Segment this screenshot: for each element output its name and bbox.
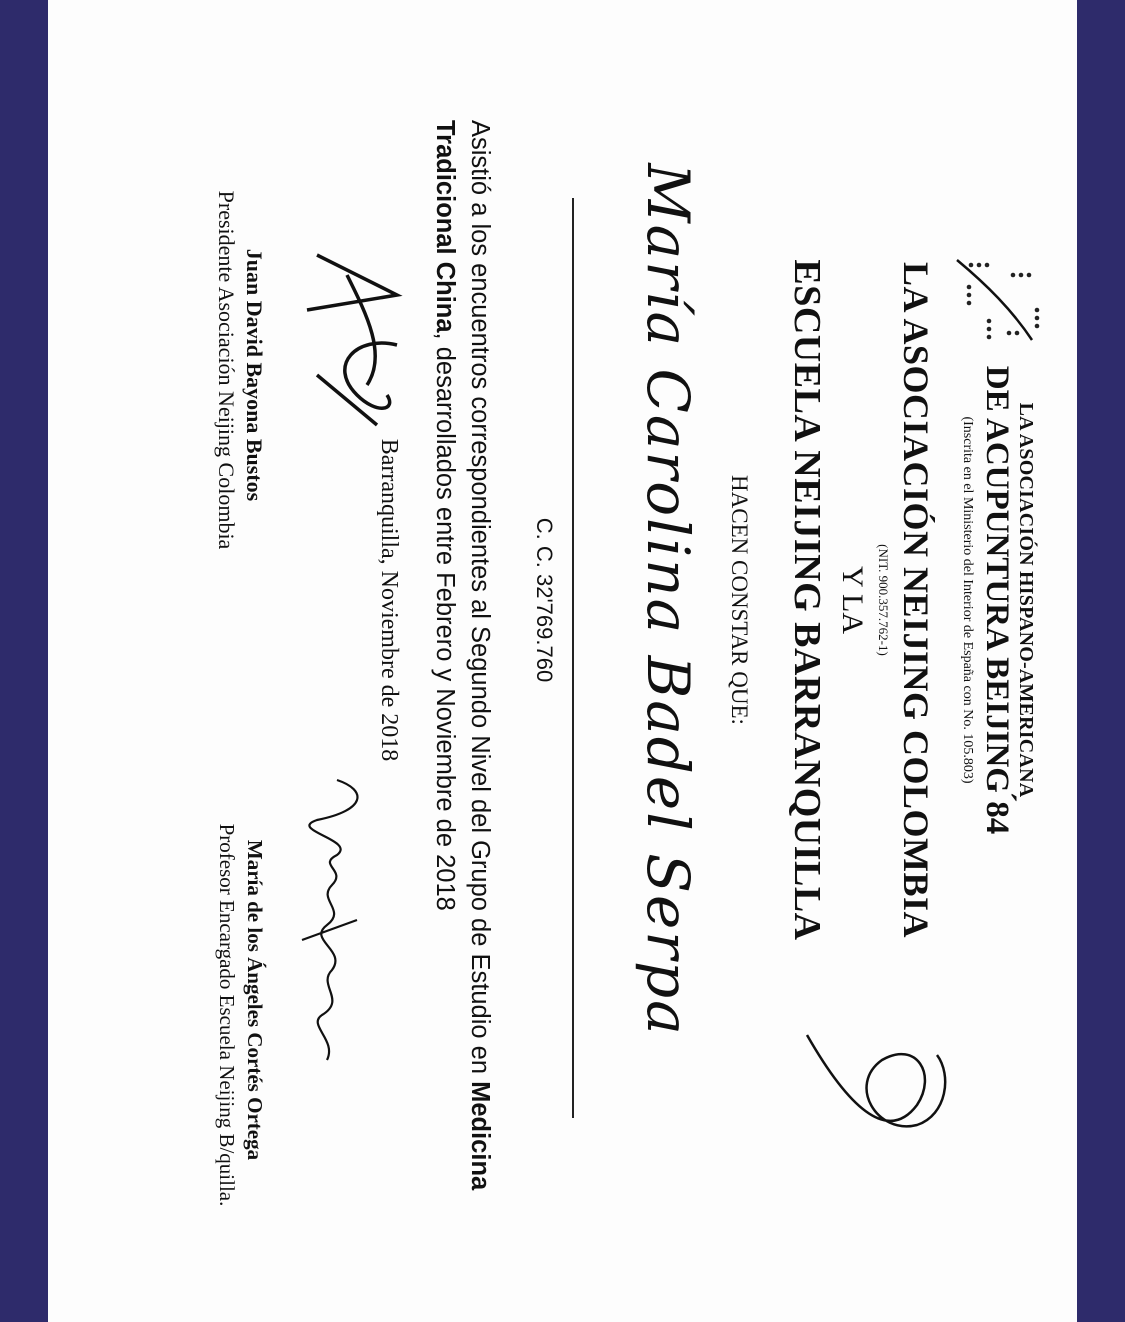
name-underline — [572, 198, 574, 1118]
body-text-subject: Medicina Tradicional China — [431, 120, 494, 1191]
body-text-part-1: Asistió a los encuentros correspondientes al Segundo Nivel del Grupo de Estudio en — [466, 120, 494, 1074]
attestation-text: HACEN CONSTAR QUE: — [727, 475, 752, 725]
student-id: C. C. 32'769.760 — [532, 517, 557, 683]
certificate-sheet — [48, 0, 1077, 1322]
header-line-2: DE ACUPUNTURA BEIJING ́84 — [979, 365, 1015, 835]
certificate-paper — [48, 0, 1077, 1322]
association-title: LA ASOCIACIÓN NEIJING COLOMBIA — [896, 261, 936, 939]
signatory-left-name: Juan David Bayona Bustos — [242, 248, 267, 502]
signatory-left-role: Presidente Asociación Neijing Colombia — [214, 190, 239, 550]
signatory-right-role: Profesor Encargado Escuela Neijing B/quilla. — [215, 823, 239, 1207]
signature-right-icon — [267, 770, 377, 1070]
student-name: María Carolina Badel Serpa — [634, 163, 702, 1037]
connector-text: Y LA — [836, 565, 869, 635]
signatory-right-name: María de los Ángeles Cortés Ortega — [243, 839, 267, 1161]
header-registration-note: (Inscrita en el Ministerio del Interior de España con No. 105.803) — [960, 416, 975, 784]
body-text-part-2: , desarrollados entre Febrero y Noviembre de 2018 — [431, 332, 459, 911]
header-line-1: LA ASOCIACIÓN HISPANO-AMERICANA — [1015, 402, 1037, 798]
certificate-body — [427, 120, 497, 1220]
association-nit: (NIT. 900.357.762-1) — [876, 544, 891, 656]
school-title: ESCUELA NEIJING BARRANQUILLA — [786, 259, 828, 941]
signature-left-icon — [287, 235, 427, 455]
place-and-date: Barranquilla, Noviembre de 2018 — [376, 438, 402, 762]
